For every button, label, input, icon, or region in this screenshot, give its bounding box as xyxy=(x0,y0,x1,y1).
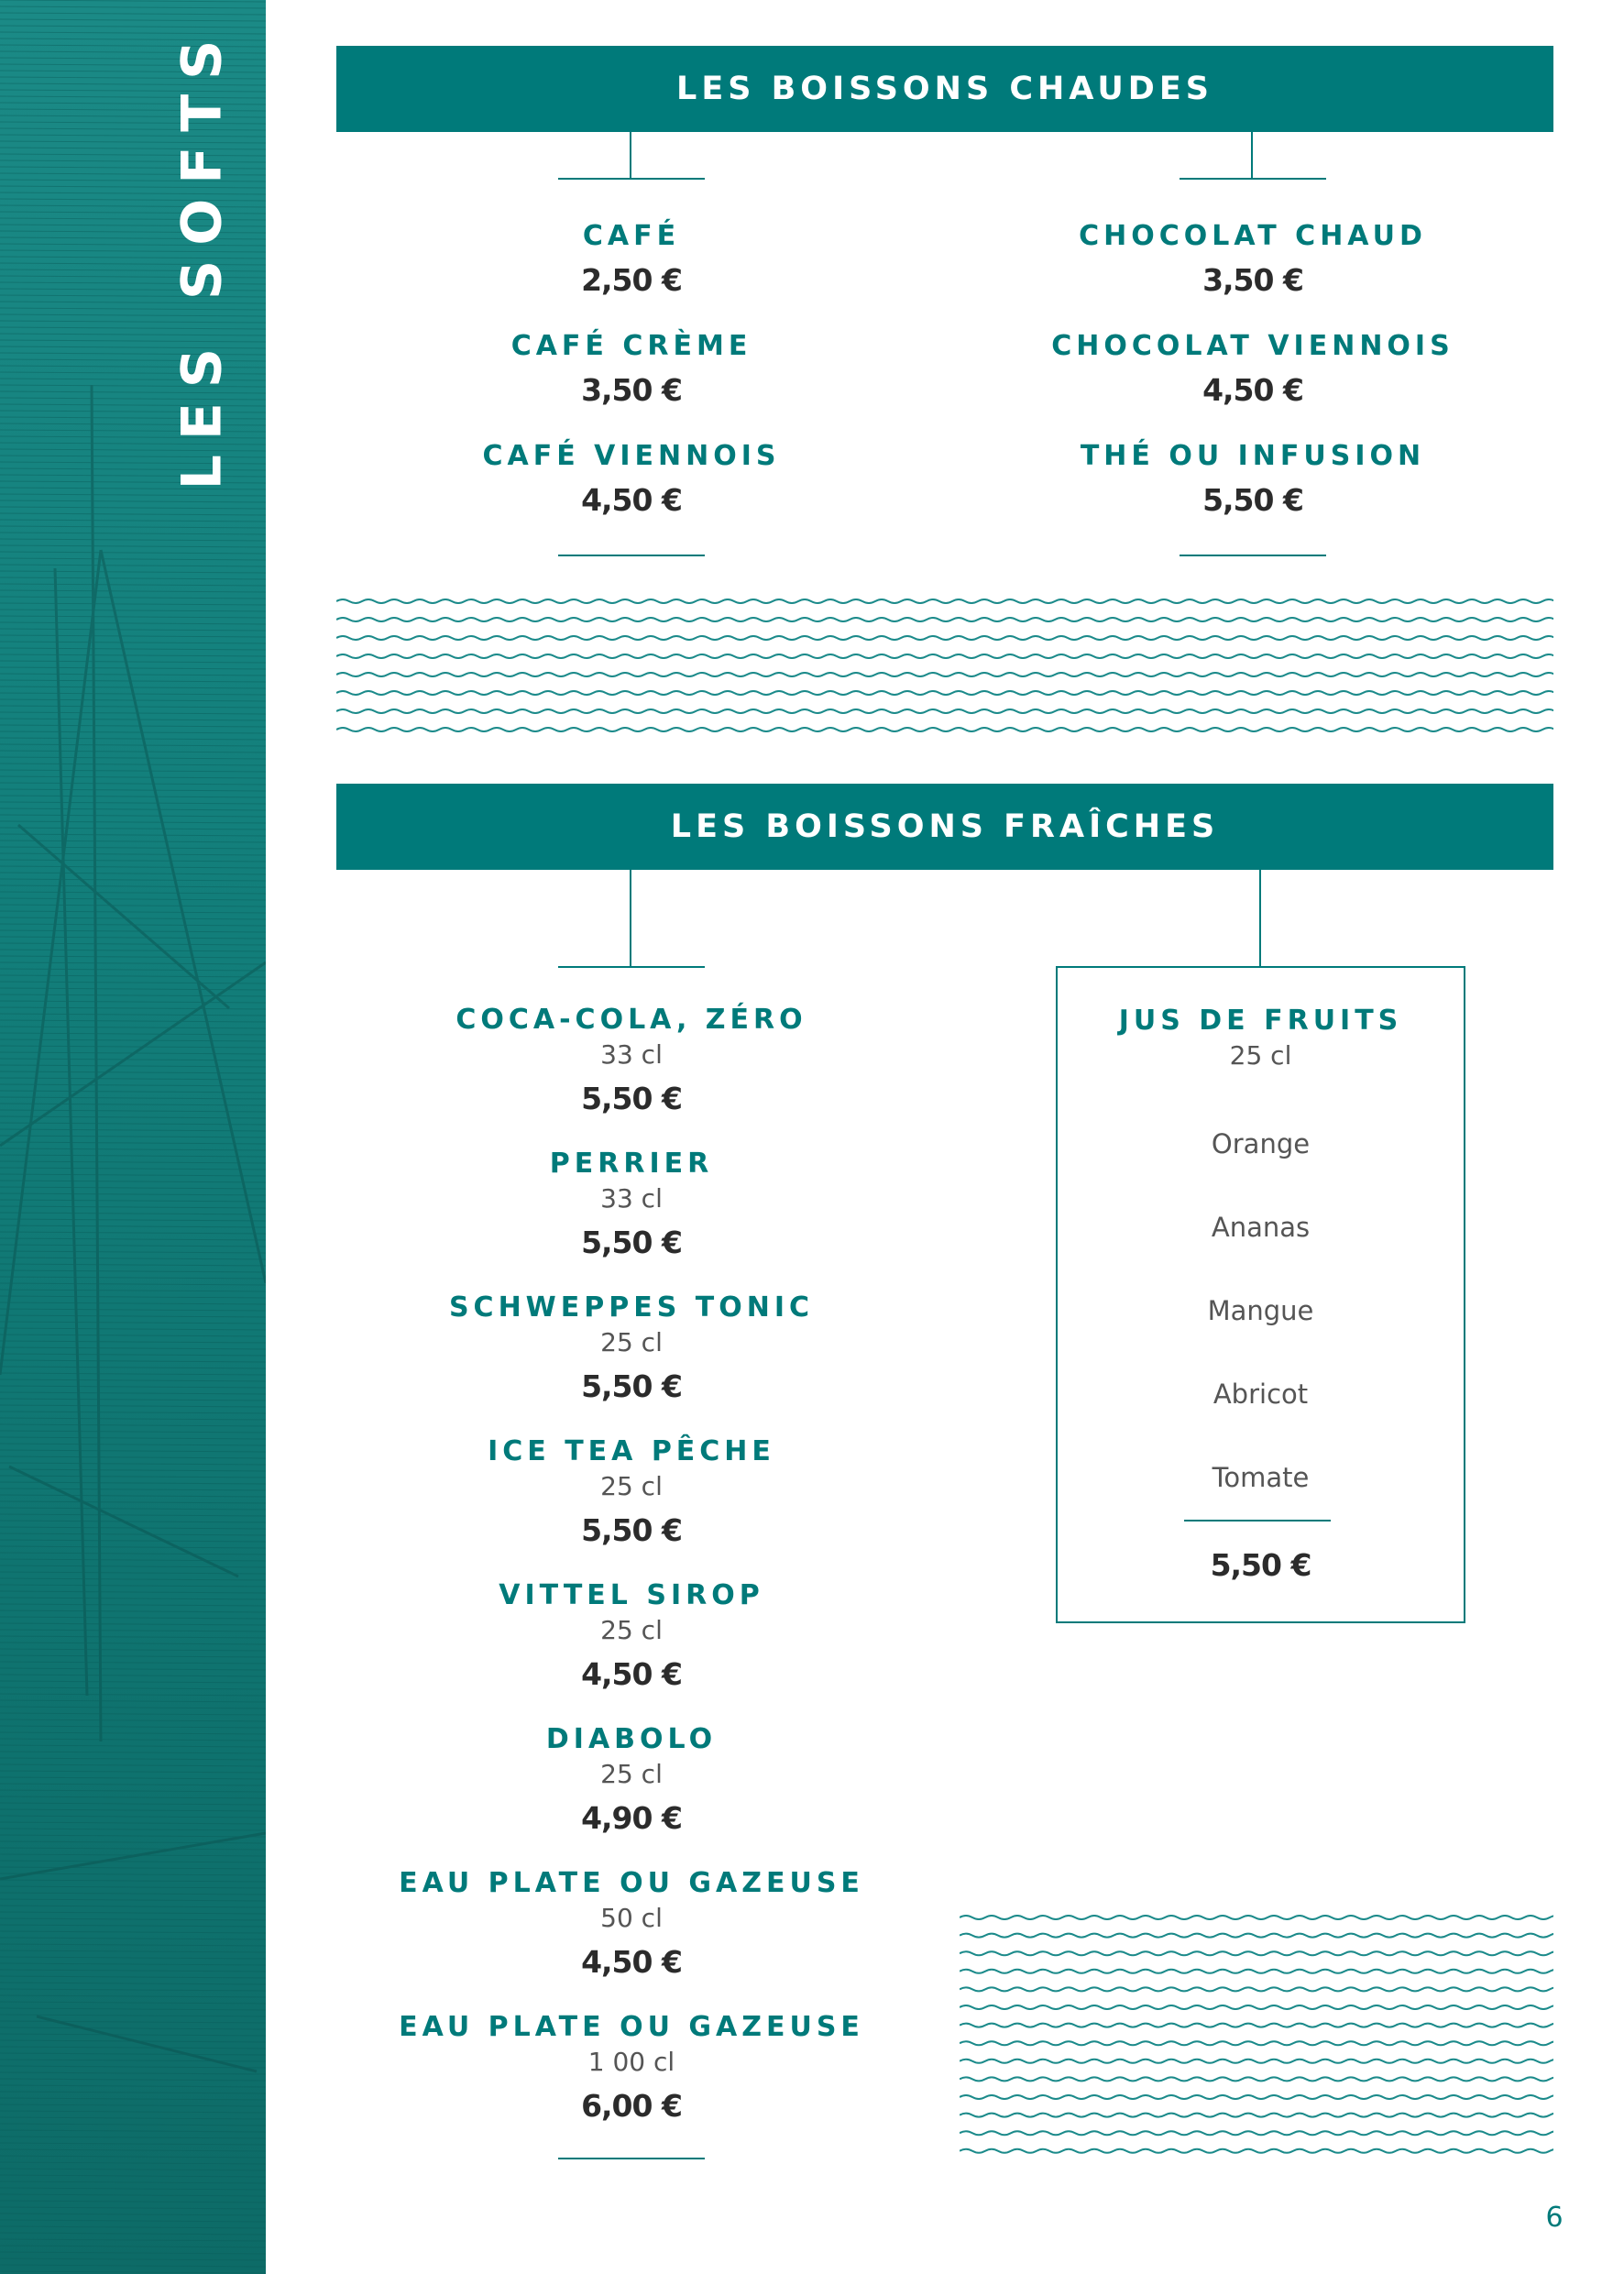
menu-item xyxy=(448,328,815,438)
connector-line xyxy=(630,132,631,178)
item-volume: 25 cl xyxy=(600,1471,663,1501)
wave-line xyxy=(960,2114,1553,2117)
item-price: 6,00 € xyxy=(581,2088,682,2124)
connector-line xyxy=(1251,132,1253,178)
fruit-juice-box xyxy=(1056,966,1465,1623)
menu-item xyxy=(357,1002,906,1146)
item-price: 4,50 € xyxy=(581,1944,682,1980)
wave-line xyxy=(960,1987,1553,1991)
item-name: EAU PLATE OU GAZEUSE xyxy=(399,2011,864,2043)
wave-line xyxy=(960,1916,1553,1919)
item-name: CHOCOLAT CHAUD xyxy=(1079,220,1427,252)
item-name: CHOCOLAT VIENNOIS xyxy=(1051,330,1454,362)
menu-item xyxy=(357,1721,906,1865)
item-price: 2,50 € xyxy=(581,262,682,298)
item-name: ICE TEA PÊCHE xyxy=(488,1435,775,1467)
item-name: VITTEL SIROP xyxy=(499,1579,764,1611)
wave-line xyxy=(336,728,1553,731)
divider-line xyxy=(1180,178,1326,180)
item-volume: 25 cl xyxy=(600,1327,663,1357)
item-name: THÉ OU INFUSION xyxy=(1080,440,1426,472)
item-volume: 25 cl xyxy=(600,1759,663,1789)
wave-line xyxy=(336,709,1553,713)
item-price: 5,50 € xyxy=(581,1368,682,1404)
menu-item xyxy=(357,1865,906,2009)
wave-line xyxy=(336,654,1553,658)
connector-line xyxy=(1259,870,1261,966)
wave-line xyxy=(960,2149,1553,2153)
menu-item xyxy=(448,218,815,328)
wave-line xyxy=(336,618,1553,621)
wave-line xyxy=(960,2060,1553,2063)
wave-pattern-decoration xyxy=(336,592,1553,748)
item-price: 5,50 € xyxy=(1202,482,1303,518)
item-volume: 50 cl xyxy=(600,1903,663,1933)
menu-item xyxy=(357,1290,906,1434)
divider-line xyxy=(558,2158,705,2159)
hot-drinks-banner: LES BOISSONS CHAUDES xyxy=(336,46,1553,132)
item-volume: 25 cl xyxy=(1229,1040,1292,1071)
wave-line xyxy=(960,1970,1553,1973)
wave-line xyxy=(960,2077,1553,2081)
item-name: EAU PLATE OU GAZEUSE xyxy=(399,1867,864,1899)
item-price: 3,50 € xyxy=(581,372,682,408)
wave-line xyxy=(960,2024,1553,2027)
page-number: 6 xyxy=(1545,2202,1564,2234)
item-price: 3,50 € xyxy=(1202,262,1303,298)
wave-line xyxy=(960,2131,1553,2135)
item-name: PERRIER xyxy=(549,1148,714,1180)
item-volume: 25 cl xyxy=(600,1615,663,1645)
wave-line xyxy=(336,636,1553,640)
wave-line xyxy=(960,2005,1553,2009)
juice-price-wrap xyxy=(1058,1545,1464,1586)
divider-line xyxy=(558,178,705,180)
item-price: 4,50 € xyxy=(581,482,682,518)
divider-line xyxy=(558,555,705,556)
cold-drinks-column xyxy=(357,1002,906,2153)
item-price: 4,50 € xyxy=(1202,372,1303,408)
wave-line xyxy=(336,599,1553,603)
menu-item xyxy=(357,2009,906,2153)
sidebar xyxy=(0,0,266,2274)
juice-header xyxy=(1058,1003,1464,1072)
item-name: SCHWEPPES TONIC xyxy=(448,1291,815,1324)
menu-item xyxy=(1024,328,1482,438)
wave-line xyxy=(336,691,1553,695)
item-name: CAFÉ VIENNOIS xyxy=(482,440,781,472)
item-price: 4,50 € xyxy=(581,1656,682,1692)
juice-flavor: Abricot xyxy=(1213,1379,1309,1410)
item-price: 5,50 € xyxy=(581,1512,682,1548)
divider-line xyxy=(1180,555,1326,556)
item-volume: 33 cl xyxy=(600,1039,663,1070)
juice-flavor: Mangue xyxy=(1207,1295,1314,1326)
wave-line xyxy=(960,2095,1553,2099)
wave-line xyxy=(960,1951,1553,1955)
item-name: CAFÉ CRÈME xyxy=(510,330,752,362)
menu-item xyxy=(1024,438,1482,548)
menu-item xyxy=(1024,218,1482,328)
hot-drinks-left-column xyxy=(448,218,815,548)
item-price: 4,90 € xyxy=(581,1800,682,1836)
item-name: DIABOLO xyxy=(545,1723,718,1755)
sidebar-title-text: LES SOFTS xyxy=(170,25,235,490)
item-price: 5,50 € xyxy=(581,1225,682,1260)
item-volume: 33 cl xyxy=(600,1183,663,1214)
menu-item xyxy=(357,1577,906,1721)
cold-drinks-banner: LES BOISSONS FRAÎCHES xyxy=(336,784,1553,870)
item-name: JUS DE FRUITS xyxy=(1118,1005,1403,1037)
item-price: 5,50 € xyxy=(1210,1547,1311,1583)
wave-line xyxy=(960,1934,1553,1938)
menu-item xyxy=(357,1434,906,1577)
section-title-vertical xyxy=(165,25,238,490)
connector-line xyxy=(630,870,631,966)
juice-flavor: Tomate xyxy=(1212,1462,1310,1493)
menu-item xyxy=(357,1146,906,1290)
item-price: 5,50 € xyxy=(581,1081,682,1116)
wave-pattern-decoration xyxy=(960,1908,1553,2165)
divider-line xyxy=(558,966,705,968)
juice-flavor: Orange xyxy=(1211,1128,1311,1159)
item-name: CAFÉ xyxy=(582,220,681,252)
menu-item xyxy=(448,438,815,548)
juice-flavor: Ananas xyxy=(1211,1212,1311,1243)
wave-line xyxy=(336,673,1553,676)
item-volume: 1 00 cl xyxy=(587,2047,675,2077)
item-name: COCA-COLA, ZÉRO xyxy=(455,1004,807,1036)
hot-drinks-right-column xyxy=(1024,218,1482,548)
wave-line xyxy=(960,2041,1553,2045)
divider-line xyxy=(1184,1520,1331,1521)
